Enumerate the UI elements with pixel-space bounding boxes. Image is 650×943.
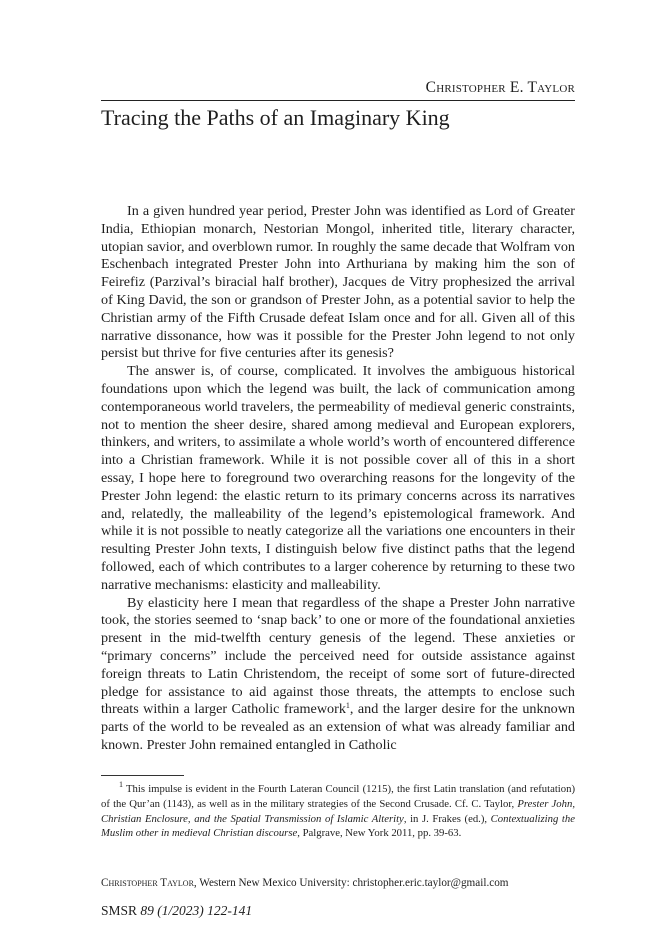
journal-name: SMSR	[101, 903, 141, 918]
footnote-text-2: , in J. Frakes (ed.),	[403, 812, 491, 825]
article-title: Tracing the Paths of an Imaginary King	[101, 105, 450, 130]
paragraph-2: The answer is, of course, complicated. It involves the ambiguous historical foundations upon which the legend was built, the lack of communication among contemporaneous world travelers, the permeability of medieval generic constraints, not to mention the sheer desire, shared among medieval and European explorers, thinkers, and writers, to assimilate a whole world’s worth of encountered difference into a Christian framework. While it is not possible cover all of this in a short essay, I hope here to foreground two overarching reasons for the longevity of the Prester John legend: the elastic return to its primary concerns across its narratives and, relatedly, the malleability of the legend’s epistemological framework. And while it is not possible to neatly categorize all the variations one encounters in their resulting Prester John texts, I distinguish below five distinct paths that the legend followed, each of which contributes to a larger coherence by returning to these two narrative mechanisms: elasticity and malleability.	[101, 363, 575, 593]
footnote-reference[interactable]: 1	[345, 701, 350, 711]
affiliation-author-name: Christopher Taylor	[101, 877, 194, 889]
paragraph-3	[101, 595, 575, 755]
paragraph-3-text-a: By elasticity here I mean that regardless of the shape a Prester John narrative took, the stories seemed to ‘snap back’ to one or more of the foundational anxieties present in the mid-twelfth century genesis of the legend. These anxieties or “primary concerns” include the perceived need for outside assistance against foreign threats to Latin Christendom, the receipt of some sort of future-directed pledge for assistance to aid against those threats, the attempts to enclose such threats within a larger Catholic framework	[101, 594, 575, 718]
journal-issue: 89 (1/2023) 122-141	[140, 903, 253, 918]
footnote-rule	[101, 775, 184, 776]
header-rule	[101, 100, 575, 101]
author-affiliation	[101, 877, 509, 889]
running-head-author: Christopher E. Taylor	[425, 79, 575, 96]
journal-citation	[101, 903, 252, 919]
footnote-cited-title-1: Prester John, Christian Enclosure, and the Spatial Transmission of Islamic Alterity	[101, 797, 575, 825]
paragraph-3-text-b: , and the larger desire for the unknown parts of the world to be revealed as an extension of what was already familiar and known. Prester John remained entangled in Catholic	[101, 701, 575, 753]
paragraph-1: In a given hundred year period, Prester John was identified as Lord of Greater India, Ethiopian monarch, Nestorian Mongol, inherited title, literary character, utopian savior, and overblown rumor. In roughly the same decade that Wolfram von Eschenbach integrated Prester John into Arthuriana by making him the son of Feirefiz (Parzival’s biracial half brother), Jacques de Vitry prophesized the arrival of King David, the son or grandson of Prester John, as a potential savior to help the Christian army of the Fifth Crusade defeat Islam once and for all. Given all of this narrative dissonance, how was it possible for the Prester John legend to not only persist but thrive for five centuries after its genesis?	[101, 203, 575, 362]
footnote-number: 1	[119, 780, 123, 789]
footnote-cited-title-2: Contextualizing the Muslim other in medieval Christian discourse	[101, 812, 575, 840]
footnote-text-3: , Palgrave, New York 2011, pp. 39-63.	[297, 827, 462, 840]
article-body	[101, 203, 575, 755]
affiliation-details: , Western New Mexico University: christopher.eric.taylor@gmail.com	[193, 877, 509, 889]
footnote-1	[101, 782, 575, 841]
footnote-text-1: This impulse is evident in the Fourth Lateran Council (1215), the first Latin translation (and refutation) of the Qur’an (1143), as well as in the military strategies of the Second Crusade. Cf. C. Taylor,	[101, 783, 575, 810]
